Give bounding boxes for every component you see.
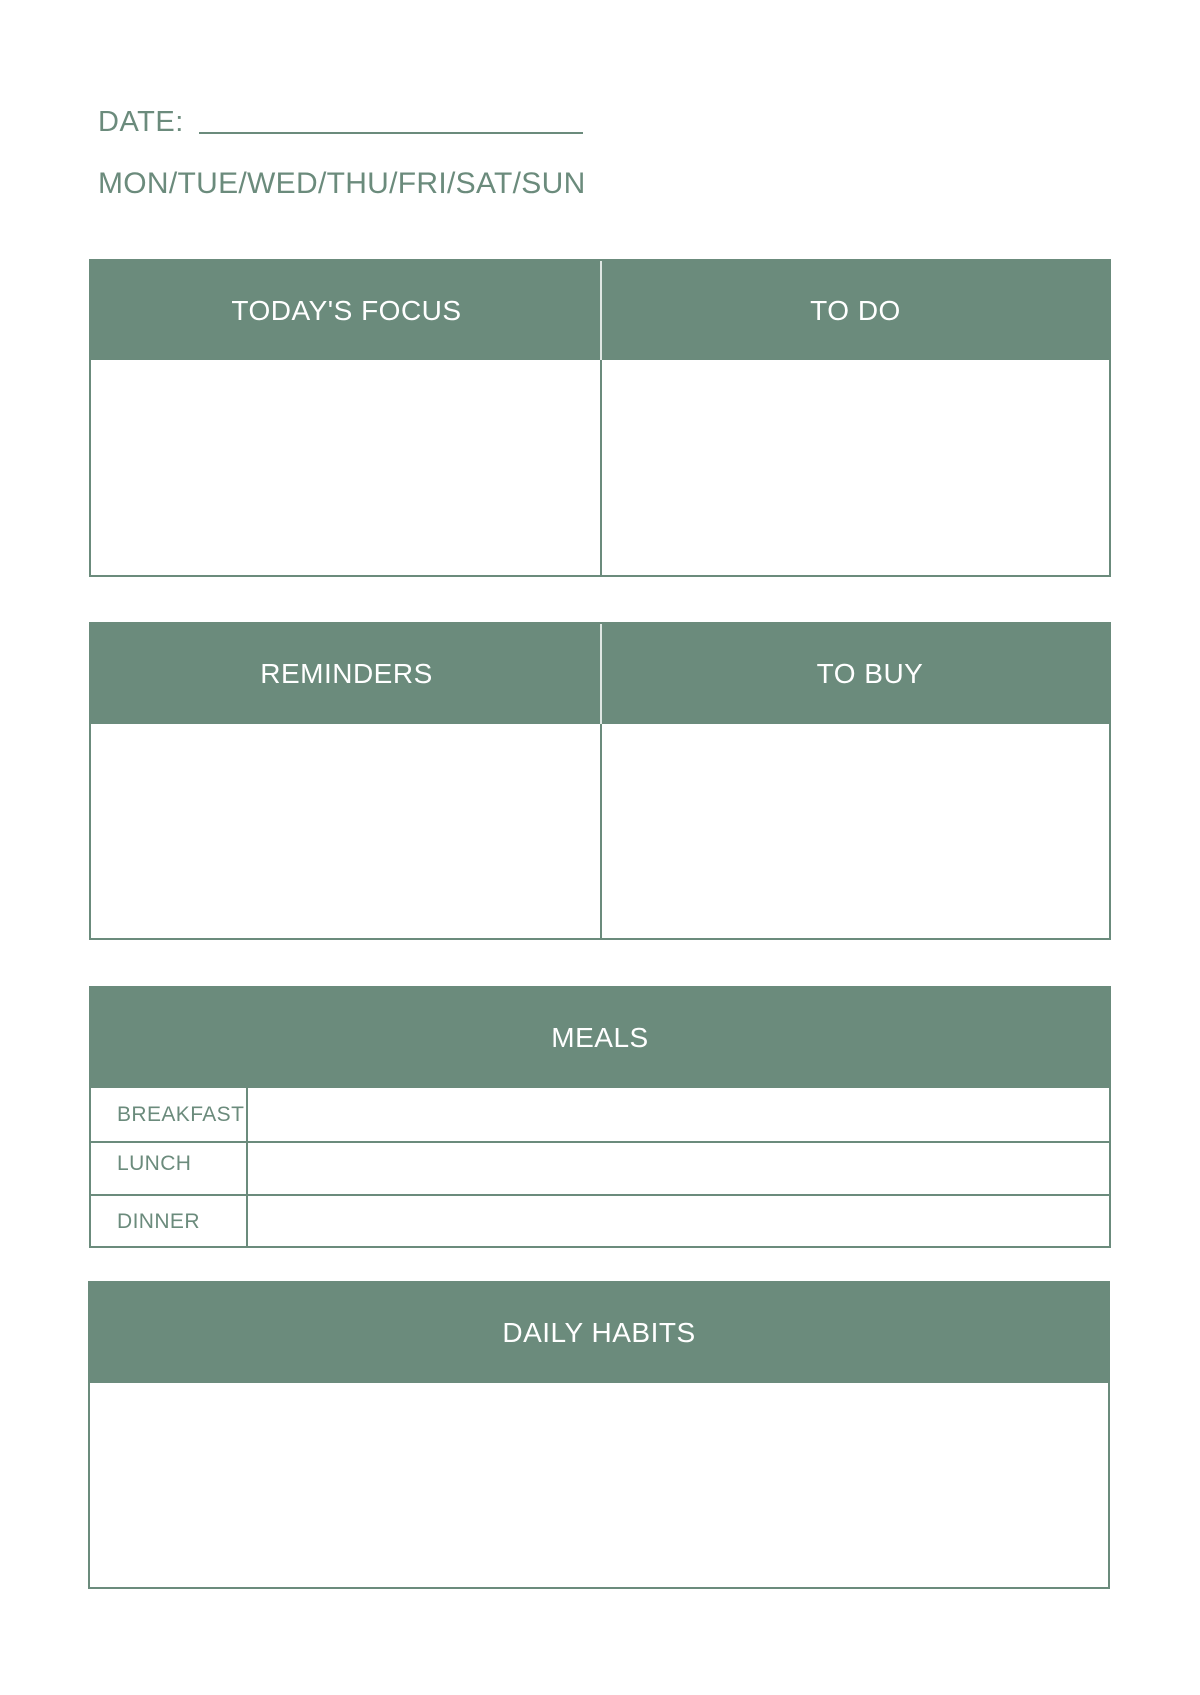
todo-area[interactable] <box>602 360 1109 575</box>
meals-heading: MEALS <box>551 1022 649 1053</box>
tobuy-heading: TO BUY <box>816 658 924 689</box>
daily-habits-table <box>88 1281 1110 1589</box>
meal-label-breakfast: BREAKFAST <box>117 1103 245 1126</box>
daily-habits-heading: DAILY HABITS <box>502 1317 696 1348</box>
tobuy-area[interactable] <box>602 724 1109 938</box>
meals-header <box>91 988 1109 1088</box>
header-divider <box>600 624 602 724</box>
weekday-selector[interactable]: MON/TUE/WED/THU/FRI/SAT/SUN <box>98 167 586 200</box>
reminders-heading: REMINDERS <box>260 658 433 689</box>
meal-label-dinner: DINNER <box>117 1210 200 1233</box>
todays-focus-area[interactable] <box>91 360 600 575</box>
meal-row-dinner[interactable] <box>91 1194 1109 1248</box>
header-divider <box>600 261 602 360</box>
meal-row-breakfast[interactable] <box>91 1088 1109 1141</box>
todays-focus-heading: TODAY'S FOCUS <box>231 294 462 326</box>
reminders-area[interactable] <box>91 724 600 938</box>
focus-todo-table <box>89 259 1111 577</box>
reminders-tobuy-table <box>89 622 1111 940</box>
meals-table <box>89 986 1111 1248</box>
daily-habits-area[interactable] <box>90 1383 1108 1587</box>
meal-row-lunch[interactable] <box>91 1141 1109 1194</box>
daily-habits-header <box>90 1283 1108 1383</box>
date-label: DATE: <box>98 106 184 138</box>
todo-heading: TO DO <box>810 294 901 326</box>
meal-label-lunch: LUNCH <box>117 1152 192 1175</box>
date-input-line[interactable] <box>199 132 583 134</box>
